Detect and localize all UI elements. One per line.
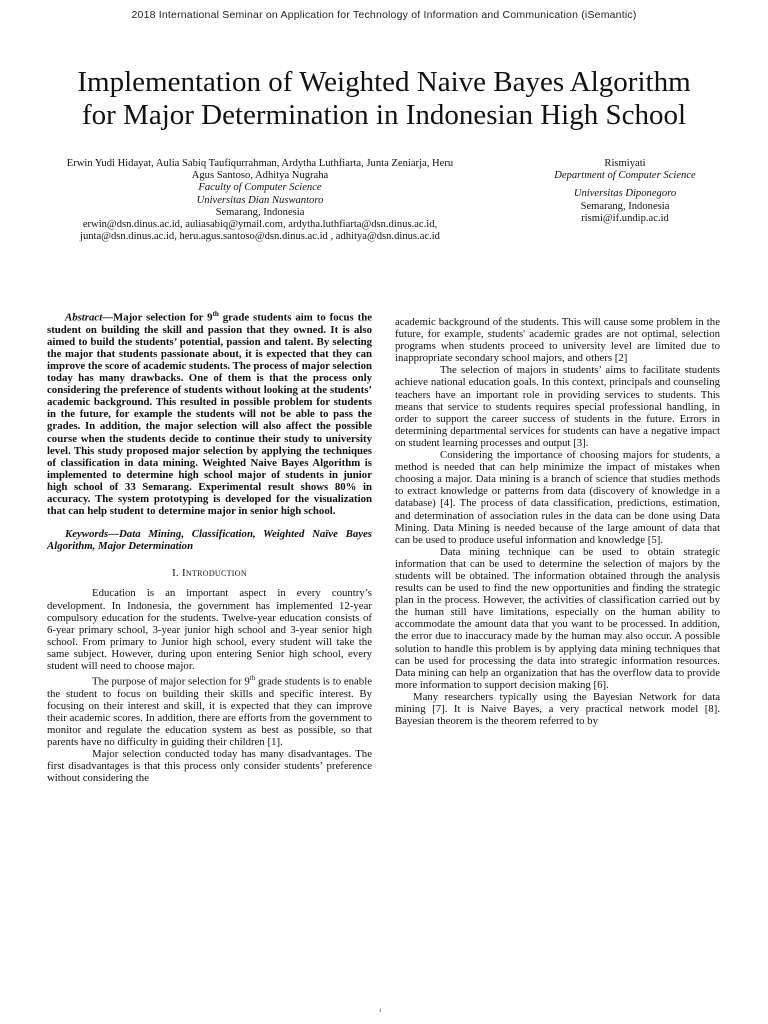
author-names-line-1: Erwin Yudi Hidayat, Aulia Sabiq Taufiqurrahman, Ardytha Luthfiarta, Junta Zeniarja, Heru — [66, 158, 454, 169]
author-city-right: Semarang, Indonesia — [580, 200, 670, 212]
author-email-right: rismi@if.undip.ac.id — [581, 212, 669, 224]
intro-paragraph-2-b: grade students is to enable the student to focus on building their skills and specific interest. By focusing on their interest and skill, it is expected that they can improve their academic scores. In addition, there are efforts from the government to monitor and regulate the education system as best as possible, so that parents have no difficulty in guiding their children [1]. — [47, 675, 372, 749]
author-university: Universitas Dian Nuswantoro — [196, 194, 324, 206]
right-column — [395, 316, 720, 727]
abstract-label: Abstract — [65, 311, 103, 324]
author-block-left — [30, 158, 490, 243]
author-block-right — [540, 158, 710, 225]
intro-paragraph-3: Major selection conducted today has many disadvantages. The first disadvantages is that this process only consider students’ preference without considering the — [47, 748, 372, 785]
right-paragraph-2: The selection of majors in students’ aims to facilitate students achieve national education goals. In this context, principals and counseling teachers have an important role in providing services to students. This means that service to students requires special professional handling, in order to support the career success of students in the future. Errors in determining departmental services for students can have a negative impact on student learning processes and output [3]. — [395, 364, 720, 449]
keywords — [47, 528, 372, 552]
keywords-label: Keywords — [65, 528, 109, 541]
author-name: Rismiyati — [604, 158, 646, 169]
left-column — [47, 308, 372, 785]
conference-header: 2018 International Seminar on Application for Technology of Information and Communication (iSemantic) — [131, 9, 637, 21]
author-emails-line-2: junta@dsn.dinus.ac.id, heru.agus.santoso@dsn.dinus.ac.id , adhitya@dsn.dinus.ac.id — [80, 231, 440, 243]
intro-paragraph-2-sup: th — [249, 674, 256, 683]
right-paragraph-5: Many researchers typically using the Bayesian Network for data mining [7]. It is Naive Bayes, a very practical network model [8]. Bayesian theorem is the theorem referred to by — [395, 690, 720, 728]
intro-paragraph-2 — [47, 672, 372, 748]
intro-paragraph-1: Education is an important aspect in every country’s development. In Indonesia, the government has implemented 12-year compulsory education for the students. Twelve-year education consists of 6-year primary school, 3-year junior high school and 3-year senior high school. From primary to Junior high school, every student will take the same subject. However, during upon entering Senior high school, every student will need to choose major. — [47, 587, 372, 673]
author-city: Semarang, Indonesia — [215, 206, 305, 218]
abstract — [47, 308, 372, 517]
title-line-2: for Major Determination in Indonesian High School — [81, 99, 687, 131]
right-paragraph-3: Considering the importance of choosing majors for students, a method is needed that can help minimize the impact of mistakes when choosing a major. Data mining is a branch of science that studies methods to extract knowledge or patterns from data (discovery of knowledge in a database) [4]. The process of data classification, predictions, estimation, and determination of association rules in the data can be done using Data Mining. Data Mining is needed because of the large amount of data that can be used to produce useful information and knowledge [5]. — [395, 449, 720, 546]
abstract-text-a: —Major selection for 9 — [102, 311, 213, 324]
right-paragraph-4: Data mining technique can be used to obtain strategic information that can be used to determine the selection of majors by the students will be obtained. The information obtained through the analysis results can be used to find the new opportunities and finding the strategic plan in the process. However, the activities of classification carried out by the human still have limitations, especially on the human ability to accommodate the amount data that you want to be processed. In addition, the error due to inaccuracy made by the human may also occur. A possible solution to handle this problem is by applying data mining techniques that can be used for processing the data into strategic information resources. Data mining can help an organization that has the overflow data to provide more information to support decision making [6]. — [395, 545, 720, 691]
author-emails — [30, 219, 490, 243]
author-names — [30, 158, 490, 182]
author-department: Department of Computer Science — [554, 170, 696, 182]
keywords-text: —Data Mining, Classification, Weighted Naïve Bayes Algorithm, Major Determination — [47, 528, 372, 553]
page-mark: ¹ — [379, 1007, 382, 1016]
author-emails-line-1: erwin@dsn.dinus.ac.id, auliasabiq@ymail.com, ardytha.luthfiarta@dsn.dinus.ac.id, — [82, 219, 438, 231]
author-names-line-2: Agus Santoso, Adhitya Nugraha — [191, 170, 329, 182]
abstract-text-b: grade students aim to focus the student on building the skill and passion that they owned. It is also aimed to build the students’ potential, passion and talent. By selecting the major that students passionate about, it is expected that they can improve the score of academic students. The process of major selection today has many drawbacks. One of them is that the process only considering the preference of students without looking at the students’ academic background. This resulted in possible problem for students in the future, for example the students will not be able to pass the grades. In addition, the major selection will also affect the possible course when the students decide to continue their study to university level. This study proposed major selection by applying the techniques of classification in data mining. Weighted Naive Bayes Algorithm is implemented to determine high school major of students in junior high school of 33 Semarang. Experimental result shows 80% in accuracy. The system prototyping is developed for the visualization that can help student to determine major in senior high school. — [47, 311, 372, 518]
title-line-1: Implementation of Weighted Naive Bayes Algorithm — [77, 66, 691, 98]
paper-title — [20, 66, 748, 132]
intro-paragraph-2-a: The purpose of major selection for 9 — [92, 675, 250, 688]
author-university-right: Universitas Diponegoro — [573, 188, 677, 200]
abstract-sup: th — [212, 310, 219, 318]
right-paragraph-1: academic background of the students. This will cause some problem in the future, for example, students' academic grades are not optimal, selection programs when students proceed to university level are limited due to inappropriate secondary school majors, and others [2] — [395, 316, 720, 365]
section-heading-introduction: I. Introduction — [172, 567, 247, 580]
author-faculty: Faculty of Computer Science — [198, 182, 322, 194]
